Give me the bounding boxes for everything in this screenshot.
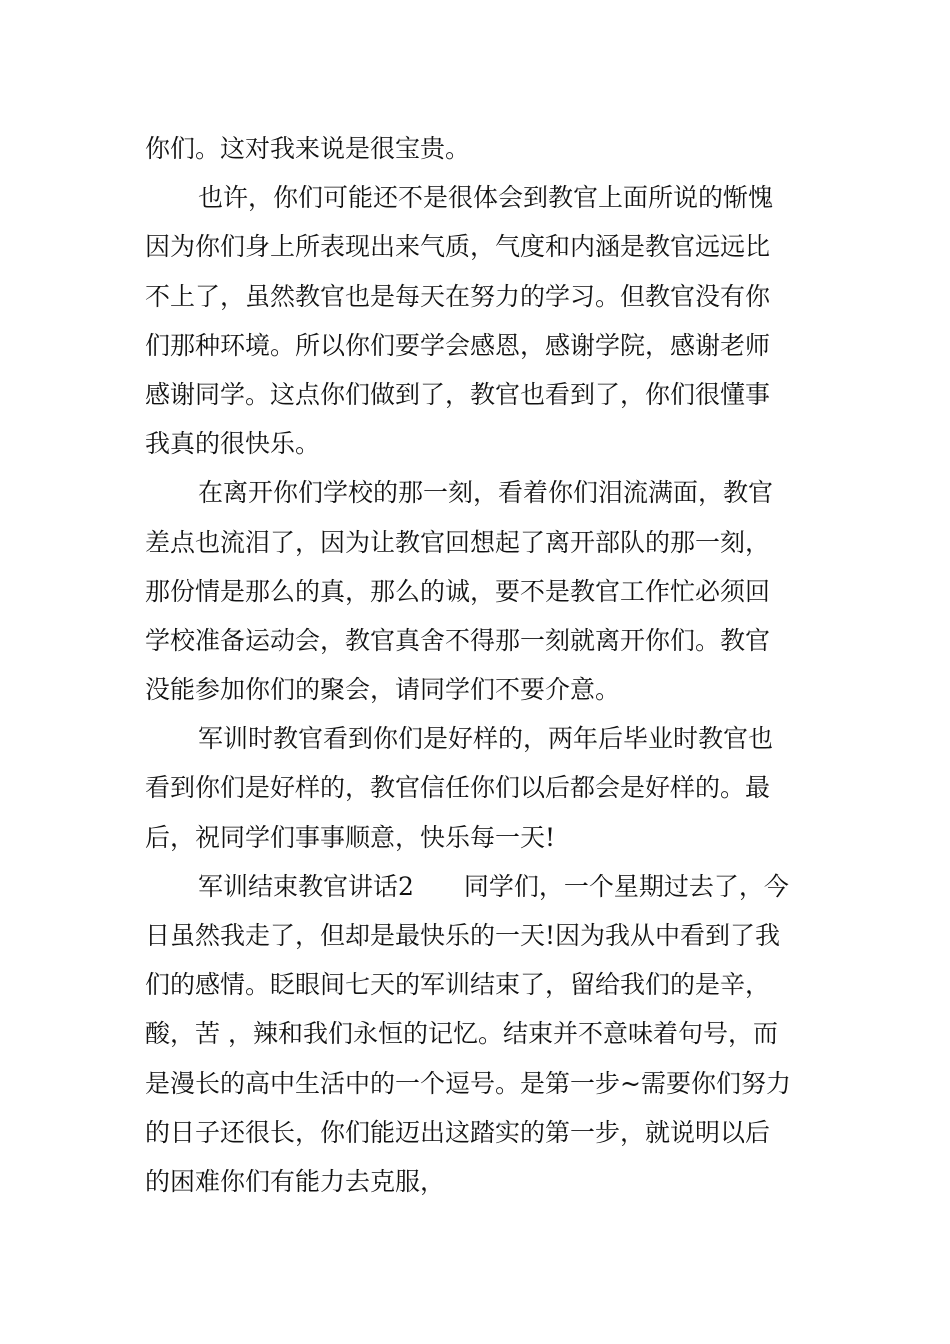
- paragraph-start-line: 也许，你们可能还不是很体会到教官上面所说的惭愧: [198, 183, 774, 213]
- text-line: 差点也流泪了，因为让教官回想起了离开部队的那一刻，: [145, 527, 771, 557]
- text-line: 日虽然我走了，但却是最快乐的一天!因为我从中看到了我: [145, 921, 781, 950]
- text-line: 那份情是那么的真，那么的诚，要不是教官工作忙必须回: [145, 576, 771, 606]
- paragraph-start-line: 在离开你们学校的那一刻，看着你们泪流满面，教官: [198, 478, 774, 508]
- text-line: 们的感情。眨眼间七天的军训结束了，留给我们的是辛，: [145, 970, 771, 1000]
- text-line: 的日子还很长，你们能迈出这踏实的第一步，就说明以后: [145, 1117, 771, 1147]
- text-line: 学校准备运动会，教官真舍不得那一刻就离开你们。教官: [145, 625, 771, 655]
- text-line: 你们。这对我来说是很宝贵。: [145, 134, 471, 163]
- text-line: 酸，苦 ，辣和我们永恒的记忆。结束并不意味着句号，而: [145, 1019, 778, 1049]
- text-line: 因为你们身上所表现出来气质，气度和内涵是教官远远比: [145, 232, 771, 262]
- text-line: 我真的很快乐。: [145, 429, 321, 459]
- text-line: 们那种环境。所以你们要学会感恩，感谢学院，感谢老师: [145, 330, 771, 360]
- paragraph-start-line: 军训时教官看到你们是好样的，两年后毕业时教官也: [198, 724, 774, 754]
- text-line: 没能参加你们的聚会，请同学们不要介意。: [145, 675, 621, 705]
- text-line: 后，祝同学们事事顺意，快乐每一天!: [145, 822, 556, 852]
- text-line: 看到你们是好样的，教官信任你们以后都会是好样的。最: [145, 773, 771, 803]
- document-body: [145, 124, 815, 1206]
- paragraph-start-line: 军训结束教官讲话2 同学们，一个星期过去了，今: [198, 871, 789, 901]
- text-line: 的困难你们有能力去克服，: [145, 1166, 446, 1196]
- text-line: 感谢同学。这点你们做到了，教官也看到了，你们很懂事: [145, 379, 771, 409]
- text-line: 是漫长的高中生活中的一个逗号。是第一步~需要你们努力: [145, 1068, 791, 1098]
- text-line: 不上了，虽然教官也是每天在努力的学习。但教官没有你: [145, 281, 771, 311]
